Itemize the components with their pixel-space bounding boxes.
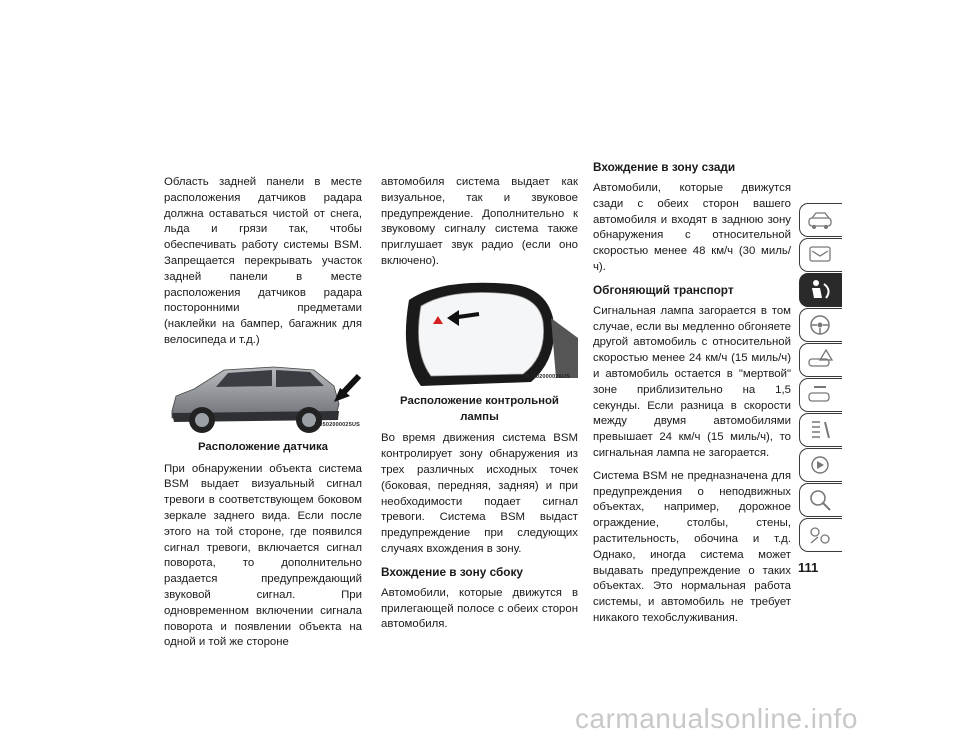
paragraph: автомобиля система выдает как визуальное, так и звуковое предупреждение. Дополнительно к звуковому сигналу система также приглушает звук радио (если оно включено). — [381, 176, 578, 267]
paragraph: Автомобили, которые движутся сзади с обеих сторон вашего автомобиля и входят в заднюю зону обнаружения с относительной скоростью менее 48 км/ч (30 миль/ч). — [593, 182, 791, 273]
paragraph: Во время движения система BSM контролирует зону обнаружения из трех различных исходных точек (боковая, передняя, задняя) и при необходимости подает сигнал тревоги. Система BSM выдаст предупреждение при следующих случаях вхождения в зону. — [381, 432, 578, 555]
multimedia-icon — [806, 453, 836, 477]
figure-code: M0502000026US — [524, 373, 570, 380]
tab-car-info[interactable] — [799, 203, 842, 237]
watermark: carmanualsonline.info — [575, 703, 858, 734]
tab-language[interactable] — [799, 518, 842, 552]
paragraph: Область задней панели в месте расположения датчиков радара должна оставаться чистой от снега, льда и грязи так, чтобы обеспечивать работу системы BSM. Запрещается перекрывать участок задней панели в месте расположения датчиков радара посторонними предметами (наклейки на бампер, багажник для велосипеда и т.д.) — [164, 176, 362, 346]
page-number: 111 — [798, 560, 819, 575]
tab-safety[interactable] — [799, 273, 842, 307]
language-index-icon — [806, 523, 836, 547]
text-column-1 — [164, 175, 362, 658]
figure-caption: Расположение датчика — [197, 440, 328, 453]
tab-dashboard[interactable] — [799, 238, 842, 272]
dashboard-message-icon — [806, 243, 836, 267]
steering-wheel-icon — [806, 313, 836, 337]
figure-code: M0502000025US — [314, 421, 360, 428]
warning-lamp-figure — [381, 278, 578, 390]
tab-emergency[interactable] — [799, 343, 842, 377]
search-icon — [806, 488, 836, 512]
text-column-3 — [593, 160, 791, 634]
paragraph: Система BSM не предназначена для предупреждения о неподвижных объектах, например, дорожное ограждение, столбы, стены, растительность, обочина и т.д. Однако, иногда система может выдавать предупреждение о таких объектах. Это нормальная работа системы, и автомобиль не требует никакого техобслуживания. — [593, 469, 791, 624]
figure-caption: Расположение контрольной лампы — [400, 394, 559, 423]
paragraph: При обнаружении объекта система BSM выдает визуальный сигнал тревоги в соответствующем боковом зеркале заднего вида. Если после этого на той стороне, где появился сигнал тревоги, включается сигнал поворота, то дополнительно раздается предупреждающий звуковой сигнал. При одновременном включении сигнала поворота и появлении объекта на одной и той же стороне — [164, 462, 362, 649]
tab-service[interactable] — [799, 378, 842, 412]
car-service-icon — [806, 383, 836, 407]
section-heading: Обгоняющий транспорт — [593, 282, 734, 297]
airbag-seatbelt-icon — [806, 278, 836, 302]
maintenance-list-icon — [806, 418, 836, 442]
tab-driving[interactable] — [799, 308, 842, 342]
tab-multimedia[interactable] — [799, 448, 842, 482]
tab-maintenance[interactable] — [799, 413, 842, 447]
sensor-location-figure — [164, 356, 362, 436]
tab-search[interactable] — [799, 483, 842, 517]
paragraph: Сигнальная лампа загорается в том случае, если вы медленно обгоняете другой автомобиль с относительной скоростью менее 24 км/ч (15 миль/ч) и автомобиль остается в "мертвой" зоне приблизительно на 1,5 секунды. Если разница в скорости между двумя автомобилями превышает 24 км/ч (15 миль/ч), то сигнальная лампа не загорается. — [593, 304, 791, 459]
section-heading: Вхождение в зону сбоку — [381, 564, 523, 579]
text-column-2 — [381, 175, 578, 640]
car-info-icon — [806, 208, 836, 232]
paragraph: Автомобили, которые движутся в прилегающей полосе с обеих сторон автомобиля. — [381, 586, 578, 631]
car-warning-icon — [806, 348, 836, 372]
section-heading: Вхождение в зону сзади — [593, 160, 736, 174]
